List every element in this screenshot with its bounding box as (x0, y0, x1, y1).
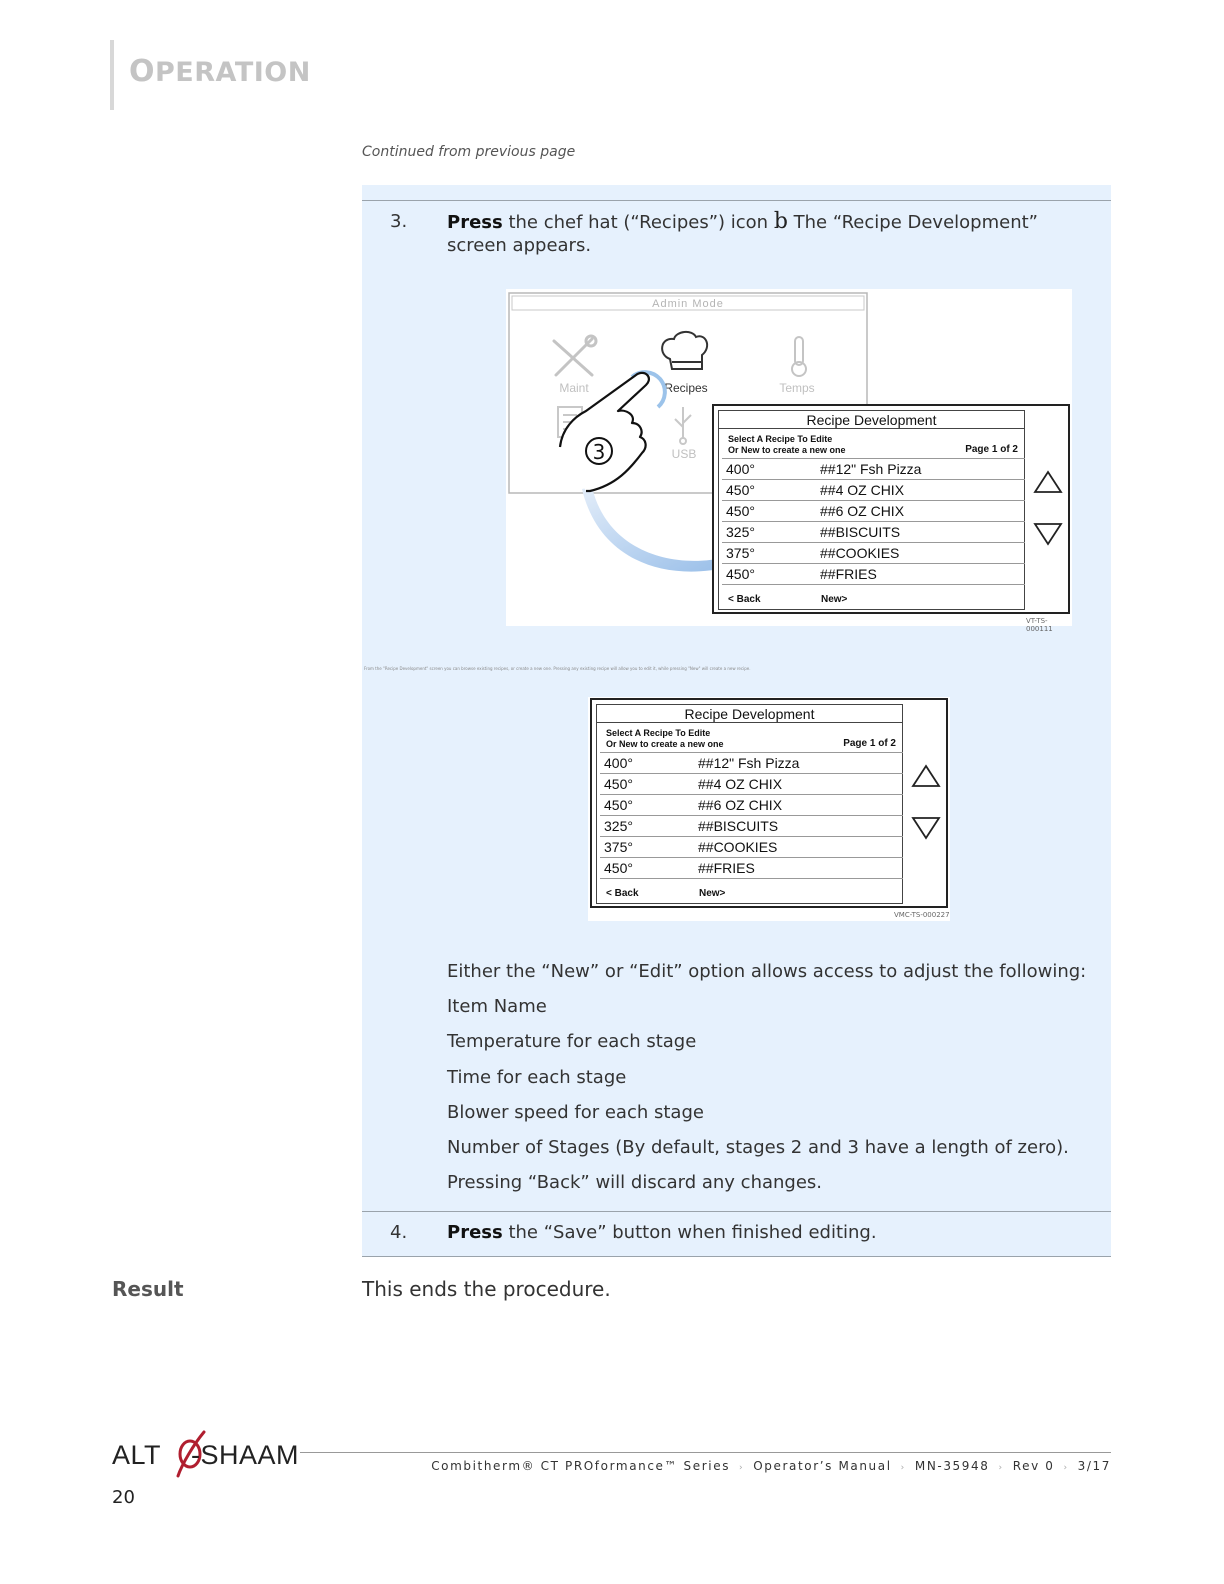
scroll-down-icon[interactable] (1035, 524, 1061, 544)
result-label: Result (112, 1277, 184, 1301)
recipe-row-6[interactable] (722, 564, 1025, 585)
recipe-screen-small (712, 404, 1070, 614)
recipe-row-name: ##FRIES (820, 566, 877, 582)
step-3-text (447, 210, 1087, 257)
footer-doc-number: MN-35948 (914, 1459, 990, 1473)
option-item: Number of Stages (By default, stages 2 and 3 have a length of zero). (447, 1137, 1069, 1158)
new-button[interactable]: New> (821, 594, 848, 605)
footer-separator: › (998, 1463, 1004, 1473)
recipe-row-3[interactable] (722, 501, 1025, 522)
recipe-row-name: ##FRIES (698, 860, 755, 876)
recipe-screen-large-inner (596, 704, 903, 904)
options-intro: Either the “New” or “Edit” option allows access to adjust the following: (447, 961, 1087, 982)
chef-hat-glyph-icon: b (773, 209, 788, 234)
recipe-row-temp: 450° (726, 566, 755, 582)
step-4-number: 4. (390, 1222, 408, 1243)
recipe-screen-large-scroll (910, 762, 942, 842)
recipe-row-temp: 325° (726, 524, 755, 540)
figure-recipe-development (588, 697, 950, 921)
recipe-row-temp: 375° (604, 839, 633, 855)
recipe-row-name: ##4 OZ CHIX (820, 482, 905, 498)
recipe-row-name: ##12" Fsh Pizza (820, 461, 922, 477)
recipe-row-temp: 450° (604, 860, 633, 876)
recipe-row-1[interactable] (600, 753, 903, 774)
recipe-row-name: ##6 OZ CHIX (820, 503, 905, 519)
option-item: Pressing “Back” will discard any changes. (447, 1172, 823, 1193)
footer-manual: Operator’s Manual (753, 1459, 892, 1473)
footer-product: Combitherm® CT PROformance™ Series (431, 1459, 731, 1473)
recipe-screen-small-page: Page 1 of 2 (965, 444, 1018, 455)
logo-text-right: -SHAAM (191, 1440, 300, 1470)
recipe-row-3[interactable] (600, 795, 903, 816)
step-3-verb: Press (447, 212, 503, 233)
recipe-row-6[interactable] (600, 858, 903, 879)
footer-separator: › (900, 1463, 906, 1473)
recipe-row-5[interactable] (600, 837, 903, 858)
callout-number: 3 (592, 440, 606, 464)
footer-separator: › (1063, 1463, 1069, 1473)
page-number: 20 (112, 1487, 135, 1508)
recipe-screen-small-instruction-1: Select A Recipe To Edite (728, 434, 833, 444)
maint-label: Maint (559, 381, 589, 395)
alto-shaam-logo (112, 1430, 302, 1480)
step-3-text-before: the chef hat (“Recipes”) icon (502, 212, 774, 233)
back-button[interactable]: < Back (606, 888, 639, 899)
recipe-row-temp: 325° (604, 818, 633, 834)
recipe-row-name: ##6 OZ CHIX (698, 797, 783, 813)
recipe-screen-small-instruction-2: Or New to create a new one (728, 445, 846, 455)
step-4-verb: Press (447, 1222, 503, 1243)
tiny-caption: From the "Recipe Development" screen you can browse existing recipes, or create a new one. Pressing any existing recipe will allow you to edit it, while pressing "New" will create a new recipe. (364, 666, 751, 671)
recipe-row-name: ##COOKIES (820, 545, 900, 561)
scroll-up-icon[interactable] (1035, 472, 1061, 492)
recipe-row-5[interactable] (722, 543, 1025, 564)
recipe-screen-large-instruction-1: Select A Recipe To Edite (606, 728, 711, 738)
recipe-row-temp: 450° (604, 776, 633, 792)
temps-label: Temps (779, 381, 815, 395)
usb-label: USB (671, 447, 697, 461)
recipe-screen-large-title: Recipe Development (597, 705, 902, 723)
option-item: Temperature for each stage (447, 1031, 697, 1052)
footer-text (431, 1459, 1111, 1473)
recipe-row-1[interactable] (722, 459, 1025, 480)
recipe-row-temp: 400° (726, 461, 755, 477)
recipe-screen-large-page: Page 1 of 2 (843, 738, 896, 749)
recipe-row-temp: 450° (604, 797, 633, 813)
recipe-row-2[interactable] (722, 480, 1025, 501)
recipe-row-temp: 375° (726, 545, 755, 561)
recipe-row-4[interactable] (722, 522, 1025, 543)
result-text: This ends the procedure. (362, 1277, 611, 1301)
footer-separator: › (739, 1463, 745, 1473)
admin-title: Admin Mode (652, 298, 724, 310)
recipes-label: Recipes (664, 381, 708, 395)
section-bar (110, 40, 114, 110)
recipe-screen-small-title: Recipe Development (719, 411, 1024, 429)
option-item: Item Name (447, 996, 547, 1017)
footer-date: 3/17 (1077, 1459, 1111, 1473)
step-3-number: 3. (390, 211, 408, 232)
scroll-down-icon[interactable] (913, 818, 939, 838)
recipe-screen-small-scroll (1032, 468, 1064, 548)
section-title-rest: PERATION (155, 57, 311, 88)
logo-text-left: ALT (112, 1440, 162, 1470)
recipe-row-name: ##12" Fsh Pizza (698, 755, 800, 771)
recipe-row-temp: 450° (726, 503, 755, 519)
back-button[interactable]: < Back (728, 594, 761, 605)
recipe-screen-large-instruction-2: Or New to create a new one (606, 739, 724, 749)
scroll-up-icon[interactable] (913, 766, 939, 786)
step-3-text-after: The “Recipe Development” screen appears. (447, 212, 1038, 256)
recipe-row-2[interactable] (600, 774, 903, 795)
option-item: Time for each stage (447, 1067, 627, 1088)
recipe-row-4[interactable] (600, 816, 903, 837)
recipe-row-name: ##BISCUITS (820, 524, 901, 540)
footer-rule (300, 1452, 1111, 1453)
section-title (129, 54, 311, 89)
rule-top (362, 200, 1111, 201)
continued-note: Continued from previous page (362, 144, 576, 160)
rule-bottom (362, 1256, 1111, 1257)
figure-2-id: VMC-TS-000227 (894, 911, 950, 919)
recipe-row-temp: 400° (604, 755, 633, 771)
section-title-initial: O (129, 54, 156, 89)
recipe-row-name: ##4 OZ CHIX (698, 776, 783, 792)
figure-1-id: VT-TS-000111 (1026, 617, 1053, 633)
new-button[interactable]: New> (699, 888, 726, 899)
step-4-text (447, 1221, 1087, 1244)
recipe-row-temp: 450° (726, 482, 755, 498)
rule-middle (362, 1211, 1111, 1212)
option-item: Blower speed for each stage (447, 1102, 704, 1123)
recipe-row-name: ##COOKIES (698, 839, 778, 855)
recipe-screen-small-rows (722, 458, 1025, 585)
recipe-screen-small-inner (718, 410, 1025, 610)
recipe-screen-large-rows (600, 752, 903, 879)
step-4-text-body: the “Save” button when finished editing. (502, 1222, 877, 1243)
recipe-screen-large (590, 698, 948, 908)
recipe-row-name: ##BISCUITS (698, 818, 779, 834)
footer-revision: Rev 0 (1012, 1459, 1055, 1473)
